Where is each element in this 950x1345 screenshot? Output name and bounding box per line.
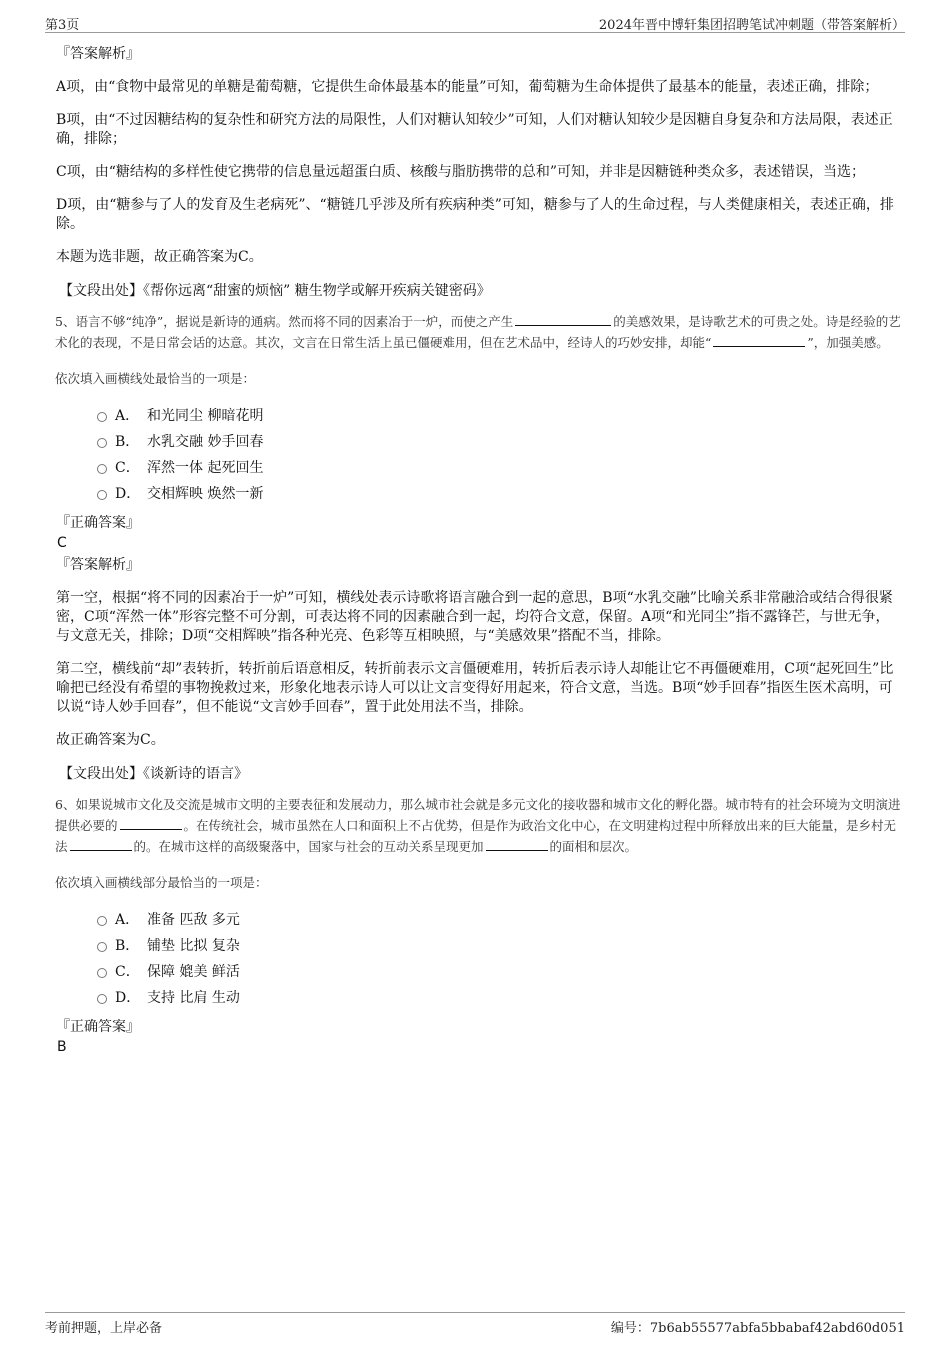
correct-answer: C <box>57 535 67 551</box>
option-text: 浑然一体 起死回生 <box>147 460 264 476</box>
option-letter: A． <box>115 912 140 928</box>
option-text: 和光同尘 柳暗花明 <box>147 408 264 424</box>
option-letter: B． <box>115 938 140 954</box>
question-6-text <box>55 794 902 857</box>
page-content <box>55 44 902 1059</box>
option-c[interactable] <box>97 959 902 985</box>
option-c[interactable] <box>97 455 902 481</box>
question-5-prompt: 依次填入画横线处最恰当的一项是： <box>55 371 256 386</box>
radio-button[interactable] <box>97 916 107 926</box>
fill-blank <box>70 838 132 851</box>
option-b[interactable] <box>97 429 902 455</box>
option-letter: C． <box>115 964 140 980</box>
option-letter: D． <box>115 990 141 1006</box>
page-header <box>45 10 905 33</box>
radio-button[interactable] <box>97 994 107 1004</box>
analysis-paragraph: 第一空，根据“将不同的因素冶于一炉”可知，横线处表示诗歌将语言融合到一起的意思，B项“水乳交融”比喻关系非常融洽或结合得很紧密，C项“浑然一体”形容完整不可分割，可表达将不同的因素融合到一起，均符合文意，保留。A项“和光同尘”指不露锋芒，与世无争，与文意无关，排除；D项“交相辉映”指各种光亮、色彩等互相映照，与“美感效果”搭配不当，排除。 <box>56 590 893 644</box>
question-5-text <box>55 311 902 353</box>
option-a[interactable] <box>97 907 902 933</box>
analysis-paragraph: D项，由“糖参与了人的发育及生老病死”、“糖链几乎涉及所有疾病种类”可知，糖参与了人的生命过程，与人类健康相关，表述正确，排除。 <box>56 197 894 232</box>
source-citation: 【文段出处】《帮你远离“甜蜜的烦恼” 糖生物学或解开疾病关键密码》 <box>59 283 491 299</box>
correct-answer-label: 『正确答案』 <box>56 515 140 531</box>
radio-button[interactable] <box>97 942 107 952</box>
question-text-part: 6、如果说城市文化及交流是城市文明的主要表征和发展动力，那么城市社会就是多元文化的接收器和城市文化的孵化器。城市特有的社会环境为文明演进提供必要的 <box>55 797 901 833</box>
question-5-options <box>55 403 902 507</box>
analysis-label: 『答案解析』 <box>56 557 140 573</box>
option-text: 支持 比肩 生动 <box>147 990 240 1006</box>
analysis-paragraph: B项，由“不过因糖结构的复杂性和研究方法的局限性，人们对糖认知较少”可知，人们对糖认知较少是因糖自身复杂和方法局限，表述正确，排除； <box>56 112 893 147</box>
source-citation: 【文段出处】《谈新诗的语言》 <box>59 766 248 782</box>
fill-blank <box>486 838 548 851</box>
option-letter: C． <box>115 460 140 476</box>
document-title: 2024年晋中博轩集团招聘笔试冲刺题（带答案解析） <box>598 18 905 33</box>
question-text-part: 。在传统社会，城市虽然在人口和面积上不占优势，但是作为政治文化中心，在文明建构过程中所释放出来的巨大能量，是乡村无法 <box>55 818 897 854</box>
analysis-paragraph: A项，由“食物中最常见的单糖是葡萄糖，它提供生命体最基本的能量”可知，葡萄糖为生命体提供了最基本的能量，表述正确，排除； <box>56 79 879 95</box>
question-text-part: 的。在城市这样的高级聚落中，国家与社会的互动关系呈现更加 <box>133 839 484 854</box>
option-text: 铺垫 比拟 复杂 <box>147 938 240 954</box>
fill-blank <box>120 817 182 830</box>
radio-button[interactable] <box>97 412 107 422</box>
page-footer <box>45 1312 905 1335</box>
question-text-part: 的面相和层次。 <box>549 839 638 854</box>
radio-button[interactable] <box>97 438 107 448</box>
question-text-part: 的美感效果，是诗歌艺术的可贵之处。诗是经验的艺术化的表现，不是日常会话的达意。其次，文言在日常生活上虽已僵硬难用，但在艺术品中，经诗人的巧妙安排，却能“ <box>55 314 901 350</box>
question-text-part: 5、语言不够“纯净”，据说是新诗的通病。然而将不同的因素冶于一炉，而使之产生 <box>55 314 514 329</box>
correct-answer: B <box>57 1039 67 1055</box>
analysis-label: 『答案解析』 <box>56 46 140 62</box>
option-d[interactable] <box>97 481 902 507</box>
option-letter: D． <box>115 486 141 502</box>
option-letter: A． <box>115 408 140 424</box>
document-code: 编号：7b6ab55577abfa5bbabaf42abd60d051 <box>610 1321 905 1336</box>
option-letter: B． <box>115 434 140 450</box>
option-text: 水乳交融 妙手回春 <box>147 434 264 450</box>
radio-button[interactable] <box>97 464 107 474</box>
analysis-paragraph: 第二空，横线前“却”表转折，转折前后语意相反，转折前表示文言僵硬难用，转折后表示诗人却能让它不再僵硬难用，C项“起死回生”比喻把已经没有希望的事物挽救过来，形象化地表示诗人可以让文言变得好用起来，符合文意，当选。B项“妙手回春”指医生医术高明，可以说“诗人妙手回春”，但不能说“文言妙手回春”，置于此处用法不当，排除。 <box>56 661 894 715</box>
option-text: 交相辉映 焕然一新 <box>147 486 264 502</box>
question-text-part: ”，加强美感。 <box>807 335 889 350</box>
fill-blank <box>713 334 805 347</box>
fill-blank <box>515 313 611 326</box>
analysis-paragraph: C项，由“糖结构的多样性使它携带的信息量远超蛋白质、核酸与脂肪携带的总和”可知，并非是因糖链种类众多，表述错误，当选； <box>56 164 866 180</box>
question-6-options <box>55 907 902 1011</box>
option-b[interactable] <box>97 933 902 959</box>
radio-button[interactable] <box>97 968 107 978</box>
radio-button[interactable] <box>97 490 107 500</box>
option-text: 准备 匹敌 多元 <box>147 912 240 928</box>
option-a[interactable] <box>97 403 902 429</box>
footer-slogan: 考前押题，上岸必备 <box>45 1321 163 1336</box>
correct-answer-label: 『正确答案』 <box>56 1019 140 1035</box>
question-6-prompt: 依次填入画横线部分最恰当的一项是： <box>55 875 268 890</box>
page-number: 第3页 <box>45 18 80 33</box>
option-d[interactable] <box>97 985 902 1011</box>
analysis-conclusion: 本题为选非题，故正确答案为C。 <box>56 249 263 265</box>
option-text: 保障 媲美 鲜活 <box>147 964 240 980</box>
analysis-conclusion: 故正确答案为C。 <box>56 732 165 748</box>
